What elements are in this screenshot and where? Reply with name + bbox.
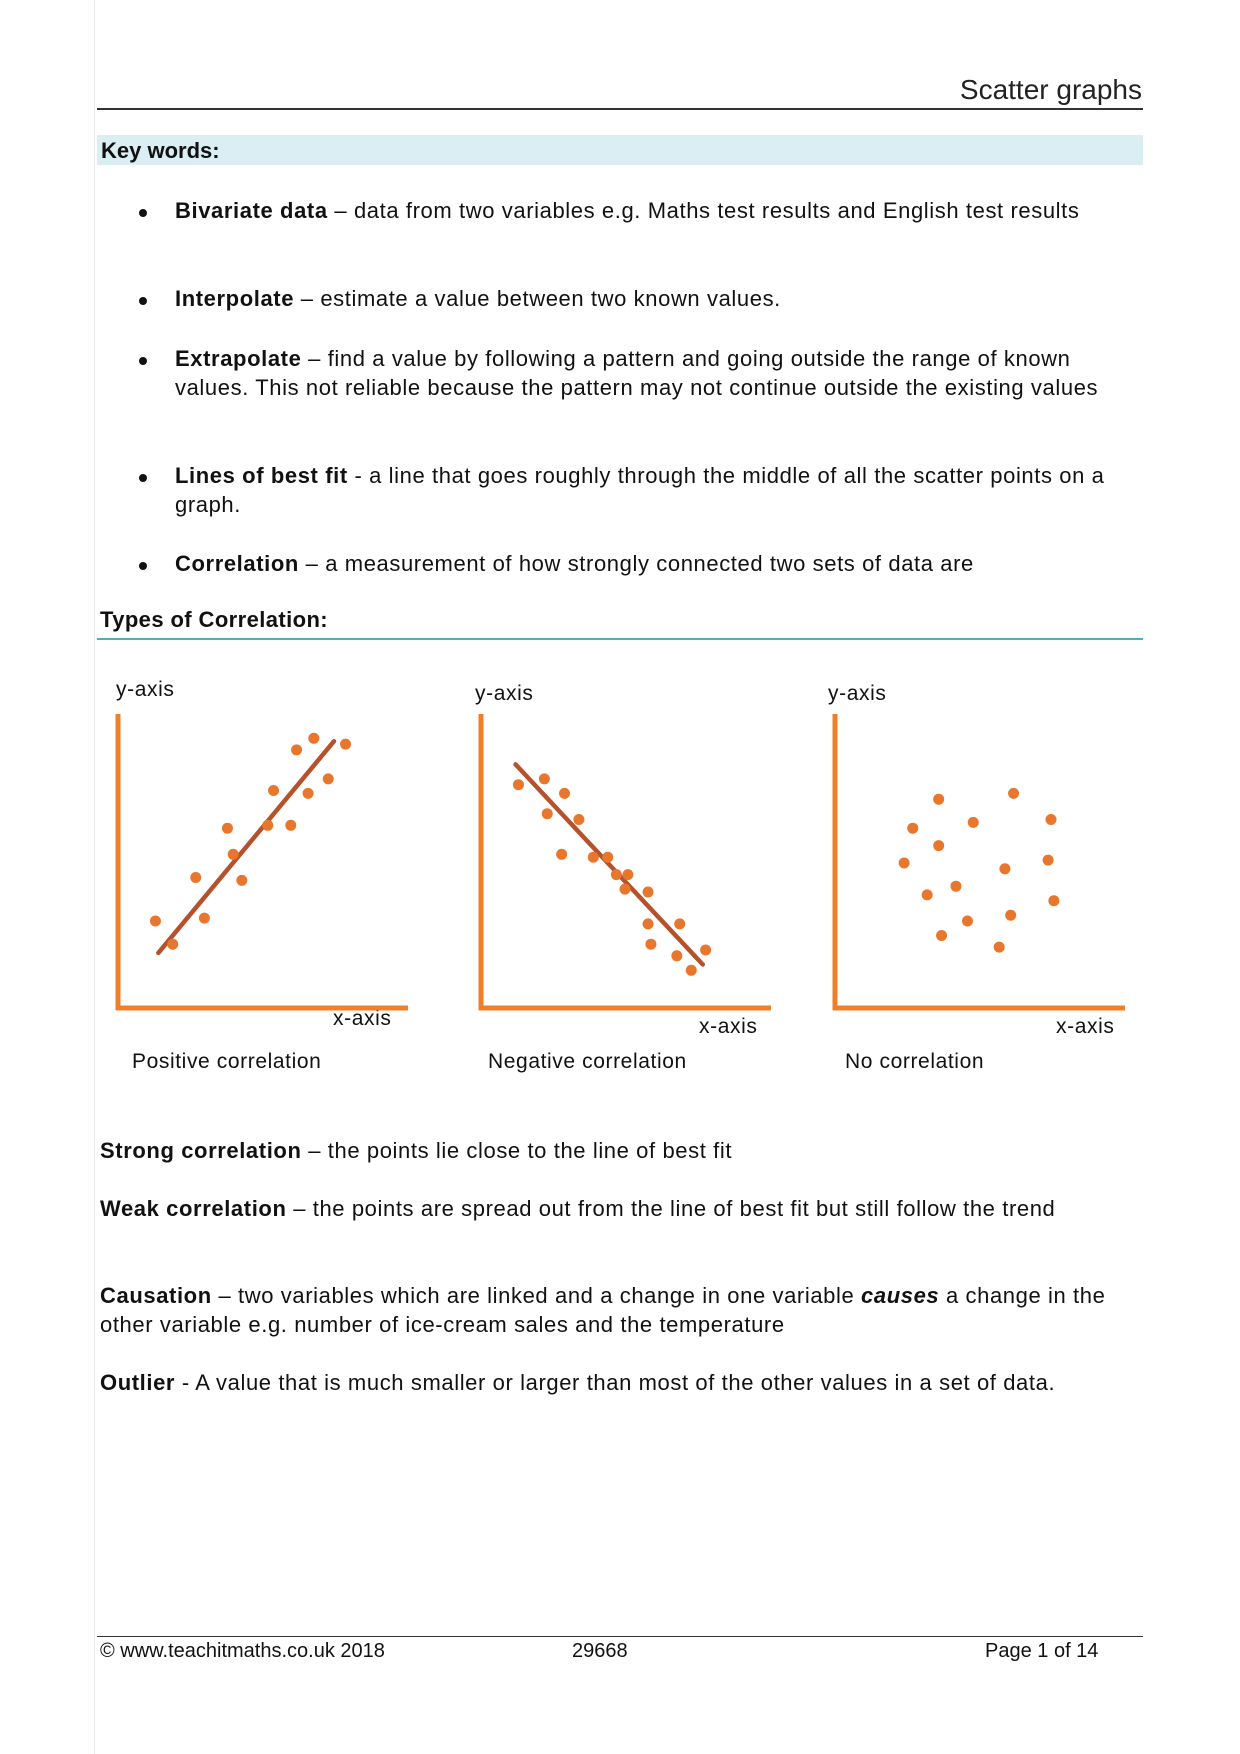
key-word-desc: a measurement of how strongly connected two sets of data are [325, 551, 974, 576]
key-word-term: Correlation [175, 551, 299, 576]
scatter-point [1048, 895, 1059, 906]
definition-sep: – [211, 1283, 239, 1308]
definition-desc: A value that is much smaller or larger than most of the other values in a set of data. [195, 1370, 1056, 1395]
scatter-point [933, 794, 944, 805]
scatter-point [700, 945, 711, 956]
key-word-sep: – [298, 551, 326, 576]
definition-item [100, 1281, 1140, 1339]
scatter-point [513, 779, 524, 790]
definition-desc: two variables which are linked and a change in one variable [238, 1283, 862, 1308]
scatter-point [556, 849, 567, 860]
scatter-point [542, 808, 553, 819]
scatter-point [686, 965, 697, 976]
x-axis-label: x-axis [333, 1007, 392, 1030]
definition-desc: a change in the other variable e.g. number of ice-cream sales and the temperature [100, 1283, 1106, 1337]
definition-term: Weak correlation [100, 1196, 287, 1221]
scatter-point [340, 739, 351, 750]
scatter-point [1008, 788, 1019, 799]
scatter-point [674, 918, 685, 929]
scatter-point [999, 863, 1010, 874]
y-axis-label: y-axis [116, 678, 175, 701]
definition-term: Causation [100, 1283, 212, 1308]
scatter-point [262, 820, 273, 831]
scatter-point [645, 939, 656, 950]
scatter-point [962, 916, 973, 927]
scatter-point [308, 733, 319, 744]
scatter-point [539, 773, 550, 784]
scatter-point [222, 823, 233, 834]
key-word-term: Bivariate data [175, 198, 328, 223]
scatter-point [968, 817, 979, 828]
definition-desc: the points lie close to the line of best fit [327, 1138, 733, 1163]
scatter-point [671, 950, 682, 961]
scatter-point [291, 744, 302, 755]
scatter-point [236, 875, 247, 886]
scatter-point [323, 773, 334, 784]
scatter-point [1005, 910, 1016, 921]
key-word-term: Lines of best fit [175, 463, 348, 488]
definition-item [100, 1368, 1140, 1397]
scatter-point [268, 785, 279, 796]
scatter-point [190, 872, 201, 883]
scatter-point [611, 869, 622, 880]
scatter-point [167, 939, 178, 950]
key-words-heading: Key words: [101, 138, 220, 163]
key-word-sep: - [347, 463, 370, 488]
scatter-point [1043, 855, 1054, 866]
y-axis-label: y-axis [475, 682, 534, 705]
key-word-desc: find a value by following a pattern and going outside the range of known values. This not reliable because the pattern may not continue outside the existing values [175, 346, 1099, 400]
scatter-point [573, 814, 584, 825]
key-word-sep: – [294, 286, 321, 311]
footer-rule [97, 1636, 1143, 1637]
scatter-point [559, 788, 570, 799]
key-word-sep: – [301, 346, 328, 371]
scatter-point [643, 918, 654, 929]
scatter-point [922, 889, 933, 900]
scatter-point [907, 823, 918, 834]
scatter-point [303, 788, 314, 799]
scatter-point [150, 916, 161, 927]
scatter-point [228, 849, 239, 860]
definition-sep: – [286, 1196, 313, 1221]
y-axis-label: y-axis [828, 682, 887, 705]
x-axis-label: x-axis [699, 1015, 758, 1038]
page-title: Scatter graphs [959, 74, 1142, 105]
key-word-desc: estimate a value between two known values. [320, 286, 781, 311]
scatter-point [994, 942, 1005, 953]
graph-caption: Negative correlation [488, 1050, 687, 1073]
key-word-sep: – [327, 198, 354, 223]
key-word-desc: data from two variables e.g. Maths test results and English test results [353, 198, 1080, 223]
graph-caption: Positive correlation [132, 1050, 322, 1073]
x-axis-label: x-axis [1056, 1015, 1115, 1038]
types-heading: Types of Correlation: [100, 607, 329, 632]
best-fit-line [516, 764, 703, 964]
definition-item [100, 1136, 1140, 1165]
scatter-point [936, 930, 947, 941]
footer-page-number: Page 1 of 14 [985, 1640, 1099, 1662]
scatter-point [602, 852, 613, 863]
best-fit-line [158, 741, 334, 953]
scatter-point [899, 858, 910, 869]
footer-copyright: © www.teachitmaths.co.uk 2018 [100, 1640, 385, 1662]
definition-item [100, 1194, 1140, 1223]
graph-caption: No correlation [845, 1050, 985, 1073]
key-word-term: Interpolate [175, 286, 295, 311]
definition-sep: – [301, 1138, 328, 1163]
key-word-desc: a line that goes roughly through the middle of all the scatter points on a graph. [175, 463, 1105, 517]
key-word-term: Extrapolate [175, 346, 302, 371]
scatter-point [933, 840, 944, 851]
footer-code: 29668 [572, 1640, 628, 1662]
definition-term: Strong correlation [100, 1138, 302, 1163]
scatter-point [1046, 814, 1057, 825]
definition-sep: - [175, 1370, 196, 1395]
scatter-point [620, 884, 631, 895]
scatter-point [588, 852, 599, 863]
definition-emphasis: causes [861, 1283, 940, 1308]
definition-term: Outlier [100, 1370, 176, 1395]
scatter-point [285, 820, 296, 831]
scatter-point [199, 913, 210, 924]
definition-desc: the points are spread out from the line of best fit but still follow the trend [312, 1196, 1056, 1221]
scatter-point [950, 881, 961, 892]
scatter-point [643, 887, 654, 898]
scatter-point [622, 869, 633, 880]
